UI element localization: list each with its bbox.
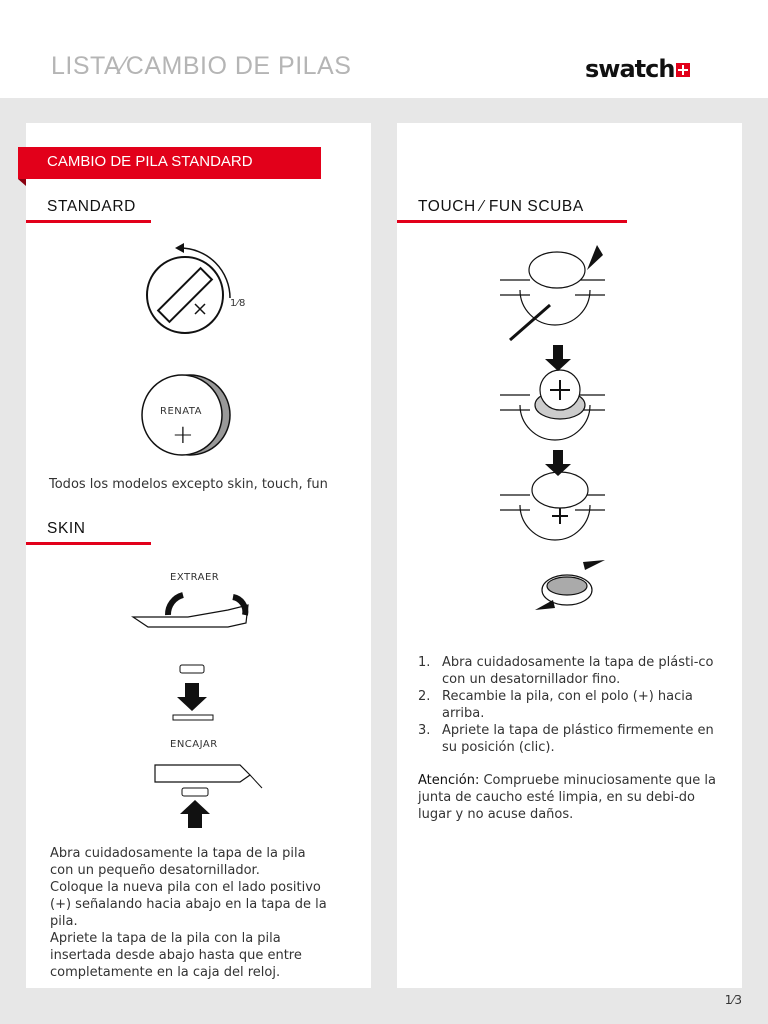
- section-banner: CAMBIO DE PILA STANDARD: [18, 147, 321, 179]
- attention-text: Compruebe minuciosamente que la junta de caucho esté limpia, en su debi-do lugar y no acuse daños.: [418, 773, 716, 822]
- page-header: [0, 0, 768, 98]
- step-text: Apriete la tapa de plástico firmemente en su posición (clic).: [442, 723, 714, 755]
- swatch-logo: [585, 55, 690, 83]
- banner-fold: [18, 179, 26, 186]
- battery-label: RENATA: [160, 406, 202, 417]
- insert-label: ENCAJAR: [170, 739, 218, 750]
- attention-note: [418, 772, 728, 823]
- plus-symbol: +: [172, 420, 194, 450]
- watch-back-rotation-illustration: [135, 238, 260, 338]
- list-item: [418, 722, 728, 756]
- text-line: Apriete la tapa de la pila con la pila: [50, 931, 281, 946]
- page-number: 1⁄3: [724, 993, 742, 1007]
- page-title: LISTA⁄CAMBIO DE PILAS: [51, 52, 352, 80]
- skin-heading: SKIN: [47, 520, 86, 537]
- text-line: con un pequeño desatornillador.: [50, 863, 260, 878]
- text-line: Coloque la nueva pila con el lado positivo: [50, 880, 321, 895]
- heading-underline: [26, 542, 151, 545]
- text-line: Abra cuidadosamente la tapa de la pila: [50, 846, 306, 861]
- skin-extract-illustration: [128, 585, 268, 635]
- touch-battery-steps-illustration: [495, 240, 610, 615]
- step-text: Abra cuidadosamente la tapa de plásti-co con un desatornillador fino.: [442, 655, 714, 687]
- swiss-cross-icon: [676, 63, 690, 77]
- text-line: completamente en la caja del reloj.: [50, 965, 281, 980]
- heading-underline: [397, 220, 627, 223]
- step-number: 3.: [418, 723, 431, 738]
- attention-label: Atención:: [418, 773, 480, 788]
- standard-heading: STANDARD: [47, 198, 136, 215]
- extract-label: EXTRAER: [170, 572, 220, 583]
- touch-steps-list: [418, 654, 728, 756]
- skin-insert-illustration: [150, 760, 265, 830]
- skin-instructions: [50, 845, 360, 981]
- touch-heading: TOUCH ⁄ FUN SCUBA: [418, 198, 584, 215]
- standard-note: Todos los modelos excepto skin, touch, fun: [49, 477, 328, 492]
- logo-text: swatch: [585, 55, 675, 83]
- list-item: [418, 654, 728, 688]
- skin-battery-down-illustration: [165, 663, 220, 723]
- step-number: 2.: [418, 689, 431, 704]
- list-item: [418, 688, 728, 722]
- heading-underline: [26, 220, 151, 223]
- text-line: (+) señalando hacia abajo en la tapa de la: [50, 897, 327, 912]
- step-text: Recambie la pila, con el polo (+) hacia arriba.: [442, 689, 693, 721]
- step-number: 1.: [418, 655, 431, 670]
- rotation-label: 1⁄8: [230, 298, 246, 309]
- text-line: pila.: [50, 914, 78, 929]
- text-line: insertada desde abajo hasta que entre: [50, 948, 302, 963]
